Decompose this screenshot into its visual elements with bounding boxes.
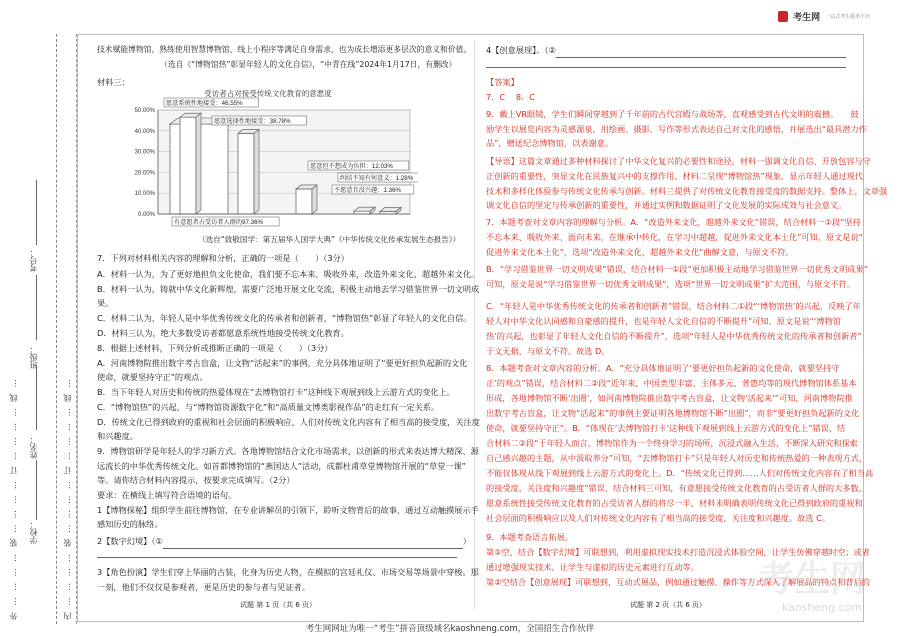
exp8-line1: 8．本题考查对文章内容的分析。A．“充分具体地证明了‘要更好担负起新的文化使命，就要坚持守 — [486, 363, 840, 373]
left-line-1: 技术赋能博物馆，熟练使用智慧博物馆、线上小程序等满足自身需求，也为成长增添更多层次的意义和价值。 — [97, 45, 472, 54]
watermark-logo: 考生网 — [757, 559, 866, 600]
q9-item1-line1: 1【博物探秘】组织学生前往博物馆，在专业讲解员的引领下，聆听文物背后的故事，通过互动触摸展示手 — [97, 505, 479, 515]
watermark-url: kaosheng.com — [781, 601, 862, 614]
exp7-line1: 7．本题考查对文章内容的理解与分析。A．“改造外来文化，超越外来文化”错误，结合材料一①段“坚持 — [486, 217, 861, 227]
binding-inner-text: 内 … … … … 装 … … … … 订 … … … … 线 … — [63, 377, 72, 620]
q9-stem-1: 9．博物馆研学是年轻人的学习新方式。各地博物馆结合文化市场需求，以创新的形式来表达博大精深、源 — [97, 446, 479, 456]
q8-option-a-line2: 使命，就要坚持守正”的观点。 — [97, 372, 208, 382]
exp8-line6: 合材料二②段“于年轻人而言，博物馆作为一个终身学习的场所，沉浸式融入生活，不断深入研究和探索 — [486, 438, 858, 448]
name-blank[interactable] — [36, 365, 38, 430]
q7-stem: 7．下列对材料相关内容的理解和分析，正确的一项是（ ）（3分） — [97, 253, 349, 263]
chart-bar — [380, 211, 396, 214]
chart-bar-side — [254, 129, 259, 214]
q7-option-b-line1[interactable]: B．材料一认为，铸就中华文化新辉煌，需要广泛地开展文化交流，积极主动地去学习借鉴世界一切文明成 — [97, 284, 480, 294]
exp7-line5: 可知，原文是说“学习借鉴世界一切优秀文明成果”，选项“世界一切文明成果”扩大范围，与原文不符。 — [486, 279, 856, 289]
exp7-line9: 于文无据，与原文不符。故选 D。 — [486, 346, 610, 356]
left-source-1: （选自《“博物馆热”彰显年轻人的文化自信》，“中青在线”2024年1月17日，有删改） — [160, 60, 457, 69]
q9-item3-line2: 一刻，他们不仅仅是参观者，更是历史的参与者与见证者。 — [97, 582, 310, 592]
exp8-line7: 自己感兴趣的主题，从中汲取养分”可知，“去博物馆打卡”只是年轻人对历史和传统热爱的一种表现方式， — [486, 453, 868, 463]
exp8-line5: 使命，就要坚持守正”。B．“体现在‘去博物馆打卡’这种线下观展到线上云游方式的变化上”错误，结 — [486, 423, 846, 433]
chart-source: （选自“致敬国学：第五届华人国学大典”《中华传统文化传承发展生态报告》） — [198, 235, 461, 244]
chart-data-label: 愿意系统性地接受：46.55% — [166, 100, 243, 107]
chart-data-label: 纠结不知有何意义：1.28% — [340, 175, 414, 182]
guide-line4: 调文化自信的坚定与传承创新的重要性，并通过实例和数据证明了文化发展的实际成效与社会意义。 — [486, 200, 847, 210]
footer-banner: 考生网网址为唯一“考生”拼音顶级域名kaoshneng.com，全国招生合作伙伴 — [305, 624, 595, 634]
chart-y-tick-label: 50.00% — [134, 108, 155, 114]
binding-line-outer — [56, 34, 57, 624]
q9-blank-1[interactable] — [163, 535, 463, 549]
q7-option-b-line2: 果。 — [97, 298, 114, 308]
binding-line-inner — [76, 34, 77, 624]
brand-logo — [778, 6, 878, 23]
q9-stem-3: 等。请你结合材料内容提示，按要求完成填写。（2分） — [97, 475, 295, 485]
exp8-line2: 正’的观点”错误，结合材料二②段“近年来，中国类型丰富、主体多元、普惠均等的现代博物馆体系基本 — [486, 378, 857, 388]
school-label: 学校： — [29, 520, 38, 544]
exp8-line4: 出数字考古盲盒，让文物“活起来”的事例主要证明各地博物馆不断“出圈”，而非“要更好担负起新的文化 — [486, 408, 860, 418]
q9-item2-label: 2【数字幻境】（① — [97, 536, 163, 546]
class-label: 班级： — [29, 345, 38, 369]
answer-9-line1: 9．戴上VR眼镜，学生们瞬间穿越到了千年前的古代宫殿与战场等，直观感受到古代文明的震撼。 鼓 — [486, 109, 859, 119]
chart-bar — [296, 189, 312, 214]
q8-option-d-line2: 和兴趣度。 — [97, 431, 138, 441]
q9-blank-1-line2[interactable] — [97, 557, 457, 558]
q9-item1-line2: 感知历史的脉络。 — [97, 519, 163, 529]
exp7-line7: 轻人对中华文化认同感和自豪感的提升，也是年轻人文化自信的不断提升”可知，原文是说“‘博物馆 — [486, 316, 841, 326]
q9-item2-close: ） — [462, 536, 471, 546]
q9-item4-label: 4【创意展现】。（② — [486, 45, 556, 55]
answer-tag: 【答案】 — [486, 77, 519, 87]
column-divider — [474, 40, 475, 610]
exp7-line2: 不忘本来、吸收外来、面向未来，在继承中转化，在学习中超越，促进外来文化本土化”可知，原文是说“ — [486, 232, 863, 242]
chart-y-tick-label: 40.00% — [134, 128, 155, 135]
exp8-line10: 愿意系统性接受传统文化教育的占受访者人群的将尽一半，材料未明确表明传统文化已得到政府的重视和 — [486, 498, 863, 508]
chart-title: 受访者占对接受传统文化教育的意愿度 — [204, 89, 332, 98]
exp8-line11: 社会层面的积极响应以及人们对传统文化内容有了相当高的接受度，关注度和兴趣度。故选 C。 — [486, 513, 831, 523]
exam-no-label: 考号： — [29, 248, 38, 272]
exp9-line1: 第①空，结合【数字幻境】可联想到，利用虚拟现实技术打造沉浸式体验空间，让学生仿佛穿越时空；或者 — [486, 547, 870, 557]
answer-9-line2: 励学生以展览内容为灵感源泉，用绘画、摄影、写作等形式表达自己对文化的感悟，并展选出“最具潜力作 — [486, 124, 867, 134]
answer-9-line3: 品”，赠送纪念博物馆，以表谢意。 — [486, 138, 614, 148]
exp7-line8: 热’的兴起，也彰显了年轻人文化自信的不断提升”，选项“年轻人是中华优秀传统文化的传承者和创新者” — [486, 331, 862, 341]
q8-option-d-line1[interactable]: D．传统文化已得到政府的重视和社会层面的积极响应，人们对传统文化内容有了相当高的接受度，关注度 — [97, 417, 480, 427]
answer-7-8: 7．C 8．C — [486, 92, 536, 102]
exam-no-blank[interactable] — [36, 180, 38, 245]
q8-option-c[interactable]: C．“博物馆热”的兴起，与“博物馆资源数字化”和“高质量文博类影视作品”的走红有一定关系。 — [97, 402, 440, 412]
q7-option-c[interactable]: C．材料二认为，年轻人是中华优秀传统文化的传承者和创新者，“博物馆热”彰显了年轻人的文化自信。 — [97, 313, 472, 323]
chart-data-label: 不愿意且没兴趣：1.36% — [334, 187, 402, 194]
page-footer-right: 试题 第 2 页（共 6 页） — [630, 601, 707, 609]
exp7-line4: B．“学习借鉴世界一切文明成果”错误，结合材料一①段“更加积极主动地学习借鉴世界一切优秀文明成果” — [486, 264, 868, 274]
chart-y-tick-label: 10.00% — [134, 191, 155, 198]
brand-icon — [778, 11, 788, 22]
guide-line2: 正创新的重要性，突显文化在民族复兴中的支撑作用。材料二呈现“博物馆热”现象，显示年轻人通过现代 — [486, 171, 863, 181]
chart-y-tick-label: 20.00% — [134, 170, 155, 177]
chart-bar — [180, 117, 196, 214]
q8-option-b[interactable]: B．当下年轻人对历史和传统的热爱体现在“去博物馆打卡”这种线下观展到线上云游方式的变化上。 — [97, 387, 455, 397]
q9-stem-2: 远流长的中华优秀传统文化。如首都博物馆的“燕国达人”活动，成都杜甫草堂博物馆开展的“草堂一课” — [97, 461, 467, 471]
class-blank[interactable] — [36, 275, 38, 340]
chart-data-label: 愿意但不想成为负担：12.03% — [310, 163, 393, 170]
exp9-line3: 第②空结合【创意展现】可联想到，互动式展品，例如通过触摸、操作等方式深入了解展品的特点和背后的 — [486, 577, 870, 587]
q8-stem: 8．根据上述材料，下列分析或推断正确的一项是（ ）（3分） — [97, 343, 333, 353]
exp9-line0: 9．本题考查语言拓展。 — [486, 532, 574, 542]
exp8-line8: 不能仅体现从线下观展到线上云游方式的变化上。D．“传统文化已得到……人们对传统文化内容有了相当高 — [486, 468, 874, 478]
bar-chart — [118, 86, 418, 236]
name-label: 姓名： — [29, 435, 38, 459]
chart-container — [118, 86, 418, 236]
brand-name: 考生网 — [793, 13, 821, 23]
chart-bar-side — [312, 185, 317, 214]
exp8-line9: 的接受度，关注度和兴趣度”错误，结合材料三可知，有意愿接受传统文化教育的占受访者人群的大多数， — [486, 483, 867, 493]
chart-bar — [354, 211, 370, 214]
guide-line1: 【导语】这篇文章通过多种材料探讨了中华文化复兴的必要性和途径。材料一强调文化自信、开放包容与守 — [486, 156, 871, 166]
chart-bar — [238, 133, 254, 214]
q7-option-a[interactable]: A．材料一认为，为了更好地担负文化使命，我们要不忘本来，吸收外来，改造外来文化，超越外来文化。 — [97, 269, 480, 279]
q7-option-d[interactable]: D．材料三认为，绝大多数受访者都愿意系统性地接受传统文化教育。 — [97, 328, 349, 338]
exp9-line2: 通过增强现实技术，让学生与虚拟的历史元素进行互动等。 — [486, 562, 699, 572]
brand-tagline: 一站式考生服务平台 — [825, 14, 871, 20]
chart-bar-side — [196, 113, 201, 214]
q9-requirement: 要求：在横线上填写符合语境的语句。 — [97, 490, 237, 500]
chart-data-label: 愿意选择性地接受：38.78% — [214, 118, 291, 125]
q9-blank-2[interactable] — [556, 44, 846, 58]
chart-y-tick-label: 0.00% — [137, 212, 155, 218]
chart-y-tick-label: 30.00% — [134, 149, 155, 156]
exp7-line6: C．“年轻人是中华优秀传统文化的传承者和创新者”错误，结合材料二①段“‘博物馆热’的兴起，反映了年 — [486, 301, 861, 311]
q8-option-a-line1[interactable]: A．河南博物院推出数字考古盲盒，让文物“活起来”的事例，充分具体地证明了“要更好担负起新的文化 — [97, 358, 468, 368]
exp8-line3: 形成，各地博物馆不断‘出圈’，如河南博物院推出数字考古盲盒，让文物‘活起来’”可知，河南博物院推 — [486, 393, 853, 403]
q9-item4 — [486, 44, 846, 58]
q9-item3-line1: 3【角色扮演】学生们穿上华丽的古装，化身为历史人物，在模拟的宫廷礼仪、市场交易等场景中穿梭。那 — [97, 567, 479, 577]
exp7-line3: 促进外来文化本土化”，选项“改造外来文化，超越外来文化”曲解文意，与原文不符。 — [486, 247, 794, 257]
guide-line3: 技术和多样化体验参与传统文化传承与创新。材料三提供了对传统文化教育接受度的数据支持。整体上，文章强 — [486, 186, 888, 196]
material-3-label: 材料三： — [97, 77, 130, 87]
school-blank[interactable] — [36, 460, 38, 520]
binding-outer-text: 外 … … … … 装 … … … … 订 … … … … 线 … — [9, 377, 18, 620]
q9-item2 — [97, 535, 471, 549]
q9-blank-2-line2[interactable] — [486, 67, 846, 68]
chart-data-label: 有意愿者占受访者人群的97.36% — [174, 219, 264, 226]
page-footer-left: 试题 第 1 页（共 6 页） — [240, 601, 317, 609]
